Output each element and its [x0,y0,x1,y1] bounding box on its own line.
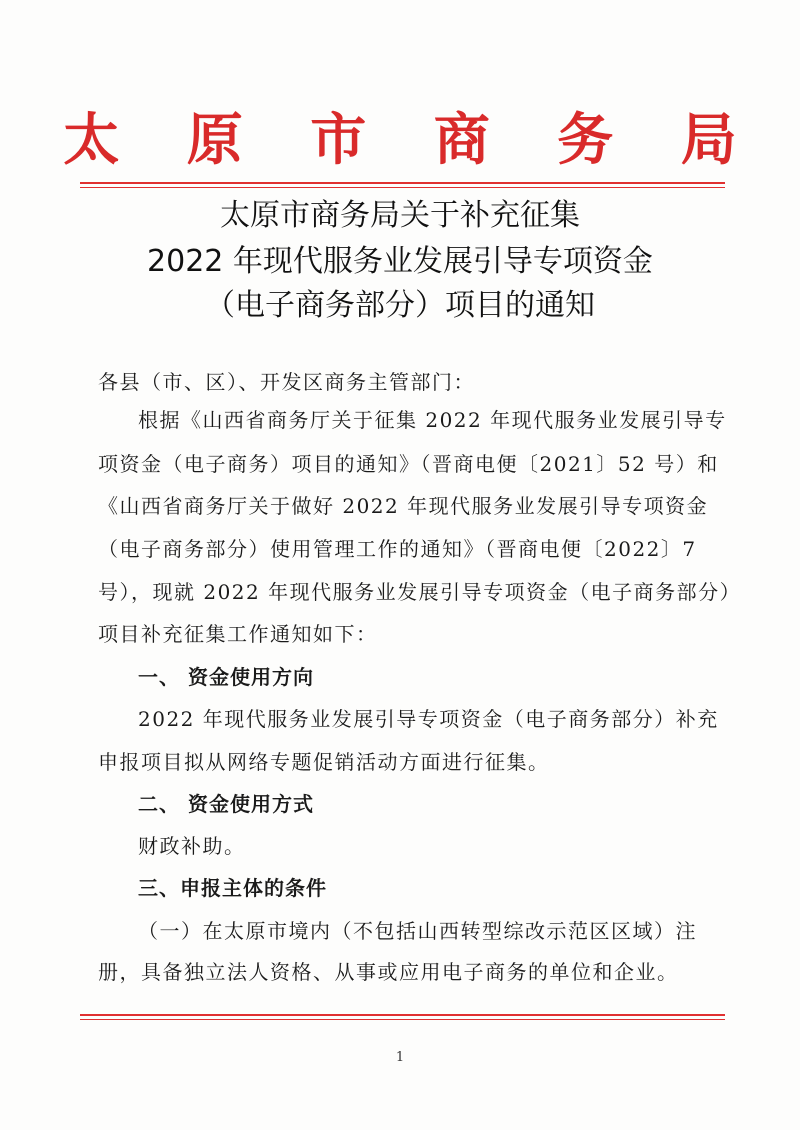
document-title-line-2: 2022 年现代服务业发展引导专项资金 [147,244,653,279]
para1-line: 《山西省商务厅关于做好 2022 年现代服务业发展引导专项资金 [98,494,709,518]
para1-line: 项资金（电子商务）项目的通知》（晋商电便〔2021〕52 号）和 [98,452,719,476]
para1-line: （电子商务部分）使用管理工作的通知》（晋商电便〔2022〕7 [98,537,697,561]
para1-line: 根据《山西省商务厅关于征集 2022 年现代服务业发展引导专 [138,408,727,432]
issuing-authority-header: 太 原 市 商 务 局 [63,107,761,173]
para1-line: 项目补充征集工作通知如下： [98,622,378,646]
salutation: 各县（市、区）、开发区商务主管部门： [98,370,475,394]
section-2-heading: 二、 资金使用方式 [138,792,314,816]
section-1-text: 2022 年现代服务业发展引导专项资金（电子商务部分）补充 [138,707,719,731]
document-title-line-3: （电子商务部分）项目的通知 [205,288,595,323]
section-3-text: （一）在太原市境内（不包括山西转型综改示范区区域）注 [138,919,697,943]
section-1-heading: 一、 资金使用方向 [138,665,314,689]
section-2-text: 财政补助。 [138,834,246,858]
header-red-rule-thin [80,187,725,188]
section-3-text: 册，具备独立法人资格、从事或应用电子商务的单位和企业。 [98,960,679,984]
footer-red-rule [80,1014,725,1016]
footer-red-rule-thin [80,1019,725,1020]
header-red-rule [80,182,725,184]
section-3-heading: 三、申报主体的条件 [138,876,327,900]
page-number: 1 [395,1050,405,1065]
para1-line: 号），现就 2022 年现代服务业发展引导专项资金（电子商务部分） [98,580,742,604]
section-1-text: 申报项目拟从网络专题促销活动方面进行征集。 [98,750,550,774]
document-title-line-1: 太原市商务局关于补充征集 [220,198,580,233]
